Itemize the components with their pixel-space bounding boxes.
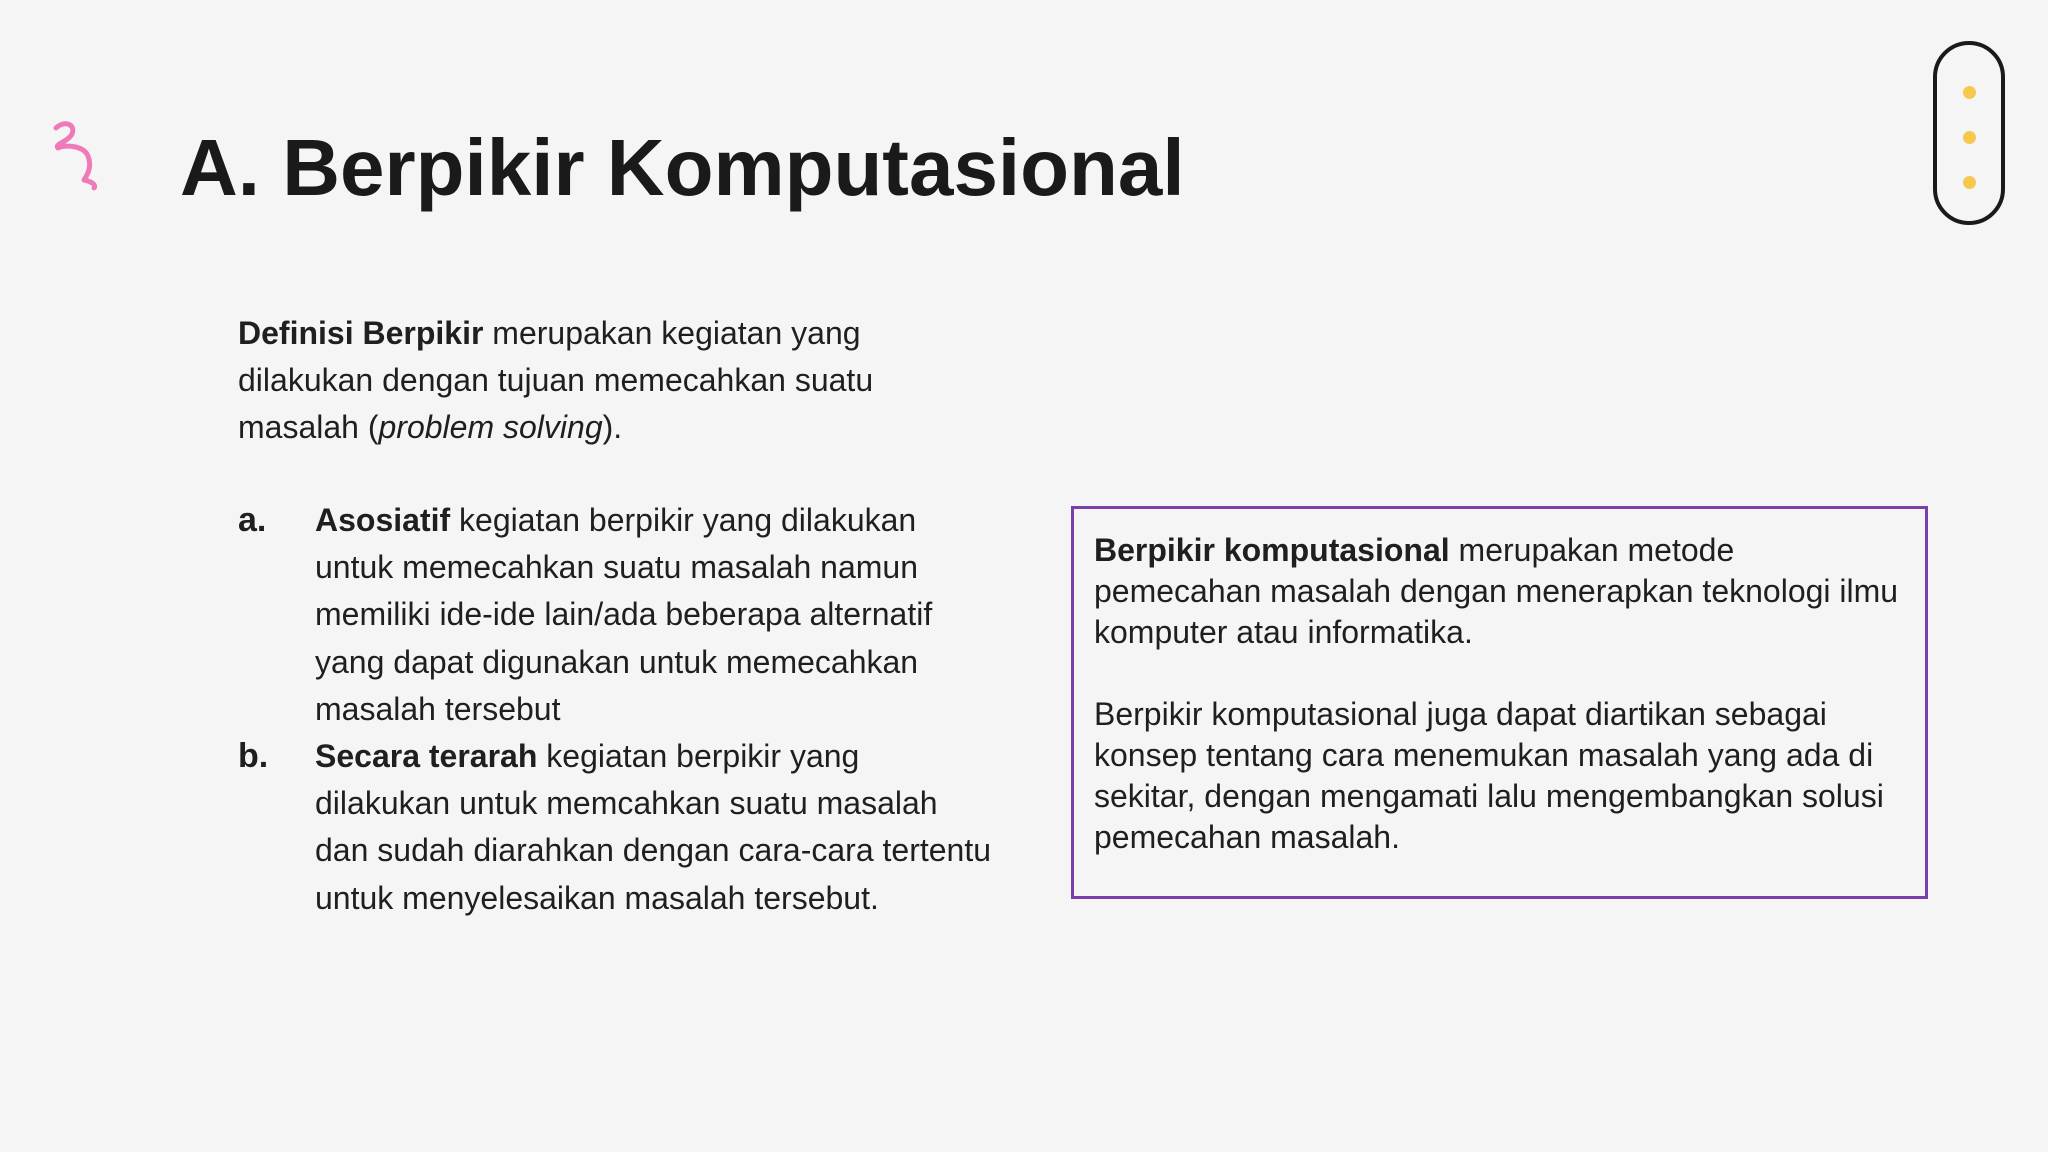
intro-italic: problem solving [378, 409, 603, 445]
box-term: Berpikir komputasional [1094, 532, 1450, 568]
intro-text: merupakan kegiatan yang dilakukan dengan tujuan memecahkan suatu masalah ( [238, 315, 874, 445]
list-item-text: kegiatan berpikir yang dilakukan untuk memecahkan suatu masalah namun memiliki ide-ide lain/ada beberapa alternatif yang dapat digunakan untuk memecahkan masalah tersebut [315, 502, 933, 727]
box-text-1: merupakan metode pemecahan masalah dengan menerapkan teknologi ilmu komputer atau informatika. [1094, 532, 1899, 650]
list-marker: a. [238, 501, 267, 539]
list-marker: b. [238, 737, 269, 776]
list-item [238, 497, 998, 733]
box-paragraph-1 [1094, 530, 1905, 653]
box-paragraph-2: Berpikir komputasional juga dapat diartikan sebagai konsep tentang cara menemukan masalah yang ada di sekitar, dengan mengamati lalu mengembangkan solusi pemecahan masalah. [1094, 696, 1884, 855]
intro-paragraph [238, 310, 978, 451]
intro-term: Definisi Berpikir [238, 315, 484, 351]
definition-box [1071, 506, 1928, 899]
list-item-text: kegiatan berpikir yang dilakukan untuk memcahkan suatu masalah dan sudah diarahkan dengan cara-cara tertentu untuk menyelesaikan masalah tersebut. [315, 738, 992, 916]
yellow-dot-icon [1963, 176, 1976, 189]
slide-title: A. Berpikir Komputasional [180, 123, 1185, 212]
list-item-term: Asosiatif [315, 502, 451, 538]
yellow-dot-icon [1963, 131, 1976, 144]
yellow-dot-icon [1963, 86, 1976, 99]
vertical-dots-pill-icon [1933, 41, 2005, 225]
list-item-term: Secara terarah [315, 738, 538, 775]
squiggle-decoration-icon [44, 118, 114, 198]
thinking-types-list [238, 497, 998, 922]
list-item [238, 733, 998, 922]
intro-text-end: ). [602, 409, 623, 445]
